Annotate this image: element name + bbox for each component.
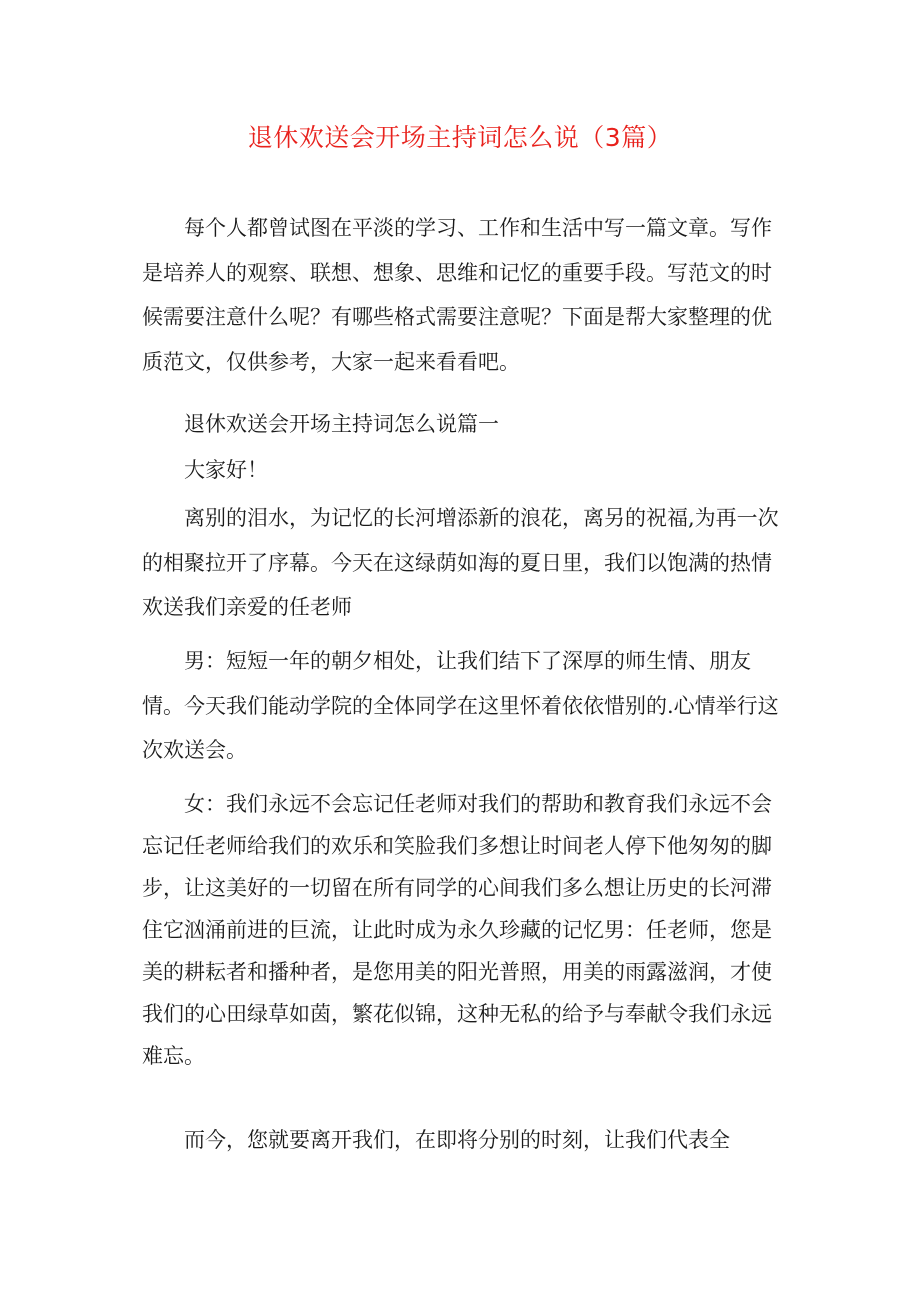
- paragraph-3-block: [142, 783, 787, 1077]
- document-title: 退休欢送会开场主持词怎么说（3篇）: [247, 123, 673, 152]
- intro-paragraph: 每个人都曾试图在平淡的学习、工作和生活中写一篇文章。写作是培养人的观察、联想、想象、思维和记忆的重要手段。写范文的时候需要注意什么呢？有哪些格式需要注意呢？下面是帮大家整理的优质范文，仅供参考，大家一起来看看吧。: [142, 216, 772, 374]
- section-heading-block: [142, 402, 787, 447]
- paragraph-4: 而今，您就要离开我们，在即将分别的时刻，让我们代表全: [184, 1128, 730, 1152]
- greeting-paragraph: 大家好！: [184, 458, 268, 482]
- paragraph-3: 女：我们永远不会忘记任老师对我们的帮助和教育我们永远不会忘记任老师给我们的欢乐和笑脸我们多想让时间老人停下他匆匆的脚步，让这美好的一切留在所有同学的心间我们多么想让历史的长河滞住它汹涌前进的巨流，让此时成为永久珍藏的记忆男：任老师，您是美的耕耘者和播种者，是您用美的阳光普照，用美的雨露滋润，才使我们的心田绿草如茵，繁花似锦，这种无私的给予与奉献令我们永远难忘。: [142, 792, 772, 1068]
- paragraph-4-block: [142, 1118, 787, 1163]
- intro-block: [142, 206, 787, 384]
- paragraph-2: 男：短短一年的朝夕相处，让我们结下了深厚的师生情、朋友情。今天我们能动学院的全体同学在这里怀着依依惜别的.心情举行这次欢送会。: [142, 649, 779, 762]
- paragraph-1-block: [142, 496, 787, 630]
- paragraph-2-block: [142, 639, 787, 773]
- paragraph-1: 离别的泪水，为记忆的长河增添新的浪花，离另的祝福,为再一次的相聚拉开了序幕。今天在这绿荫如海的夏日里，我们以饱满的热情欢送我们亲爱的任老师: [142, 506, 779, 619]
- section-heading: 退休欢送会开场主持词怎么说篇一: [184, 412, 499, 436]
- greeting-block: [142, 448, 787, 493]
